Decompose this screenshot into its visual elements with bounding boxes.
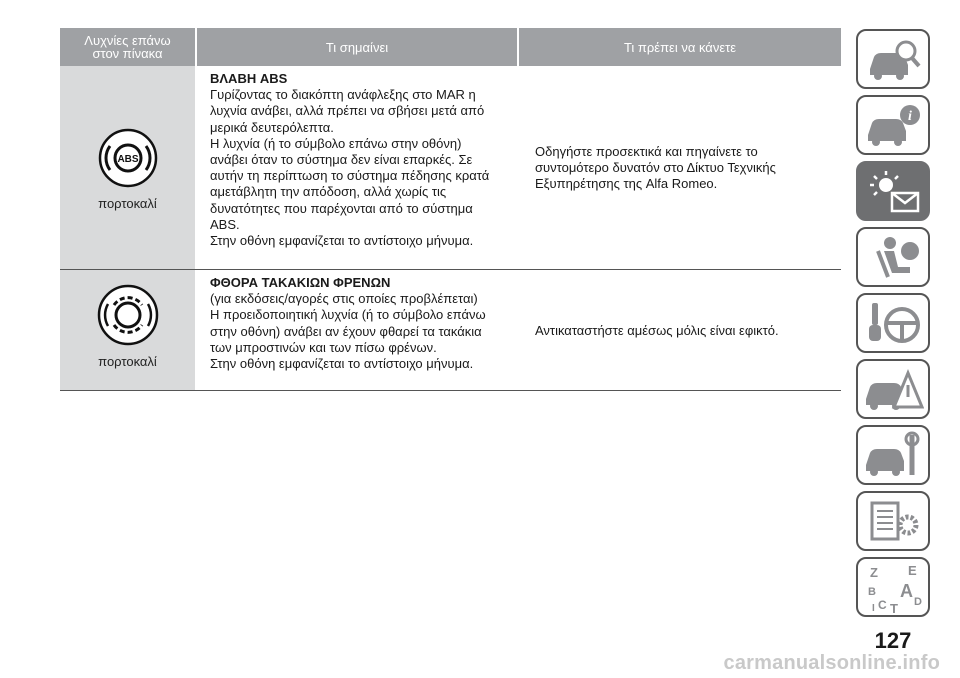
row-title: ΦΘΟΡΑ ΤΑΚΑΚΙΩΝ ΦΡΕΝΩΝ [210,275,391,290]
car-wrench-icon [864,431,924,481]
index-letter: Z [870,565,878,580]
column-header-lamps [60,28,195,66]
meaning-line: των μπροστινών και των πίσω φρένων. [210,339,437,355]
meaning-line: Γυρίζοντας το διακόπτη ανάφλεξης στο MAR η [210,87,476,103]
index-letter: A [900,581,913,601]
meaning-text-abs [210,71,515,249]
meaning-line: ABS. [210,216,240,232]
action-text-brake-pads [535,323,835,339]
brake-pad-wear-icon [97,284,159,351]
table-bottom-border [60,390,841,391]
action-line: συντομότερο δυνατόν στο Δίκτυο Τεχνικής [535,160,776,176]
tab-index[interactable] [856,557,930,617]
action-line: Εξυπηρέτησης της Alfa Romeo. [535,176,718,192]
index-letter: I [872,603,875,614]
abs-warning-icon [98,128,158,193]
meaning-line: αυτήν τη περίπτωση το σύστημα πέδησης κρατά [210,168,490,184]
svg-text:i: i [908,109,912,124]
index-letter: B [868,586,876,598]
index-letter: D [914,596,922,608]
abs-icon-text: ABS [116,154,139,165]
index-letter: C [878,598,887,612]
meaning-line: δυνατότητες που παρέχονται από το σύστημα [210,200,473,216]
tab-starting-driving[interactable] [856,293,930,353]
meaning-line: στην οθόνη) ανάβει αν έχουν φθαρεί τα τακάκια [210,323,482,339]
action-text-abs [535,144,835,193]
meaning-line: Η προειδοποιητική λυχνία (ή το σύμβολο επάνω [210,307,486,323]
meaning-line: μερικά δευτερόλεπτα. [210,119,334,135]
lamp-color-label: πορτοκαλί [98,354,157,369]
meaning-line: Στην οθόνη εμφανίζεται το αντίστοιχο μήνυμα. [210,356,474,372]
specs-list-gear-icon [864,497,924,547]
meaning-line: (για εκδόσεις/αγορές στις οποίες προβλέπεται) [210,291,478,307]
tab-car-info[interactable] [856,95,930,155]
column-header-action: Τι πρέπει να κάνετε [519,28,841,66]
key-steering-wheel-icon [864,299,924,349]
tab-safety[interactable] [856,227,930,287]
watermark: carmanualsonline.info [723,652,940,674]
page-number: 127 [874,628,912,653]
tab-car-search[interactable] [856,29,930,89]
alphabet-index-icon [864,563,924,615]
column-header-lamps-line-2: στον πίνακα [92,46,163,61]
action-line: Αντικαταστήστε αμέσως μόλις είναι εφικτό. [535,323,779,338]
tab-servicing[interactable] [856,425,930,485]
action-line: Οδηγήστε προσεκτικά και πηγαίνετε το [535,144,758,159]
airbag-seat-icon [864,233,924,283]
meaning-line: αμετάβλητη την απόδοση, αλλά χωρίς τις [210,184,447,200]
tab-technical-data[interactable] [856,491,930,551]
tab-warning-lights[interactable] [856,161,930,221]
meaning-line: Η λυχνία (ή το σύμβολο επάνω στην οθόνη) [210,135,462,151]
row-title: ΒΛΑΒΗ ABS [210,71,288,86]
lamp-color-label: πορτοκαλί [98,196,157,211]
tab-emergency[interactable] [856,359,930,419]
car-warning-triangle-icon [864,365,924,415]
index-letter: E [908,563,917,578]
index-letter: T [890,601,898,615]
car-info-icon [864,101,924,151]
meaning-line: λυχνία ανάβει, αλλά πρέπει να σβήσει μετά από [210,103,485,119]
meaning-text-brake-pads [210,275,515,372]
warning-light-message-icon [864,167,924,217]
column-header-lamps-line-1: Λυχνίες επάνω [84,33,171,48]
car-search-icon [864,35,924,85]
column-header-meaning: Τι σημαίνει [197,28,517,66]
lamp-cell-brake-pads [60,270,195,390]
meaning-line: Στην οθόνη εμφανίζεται το αντίστοιχο μήνυμα. [210,233,474,249]
lamp-cell-abs [60,66,195,269]
meaning-line: ανάβει όταν το σύστημα δεν είναι επαρκές. Σε [210,152,473,168]
